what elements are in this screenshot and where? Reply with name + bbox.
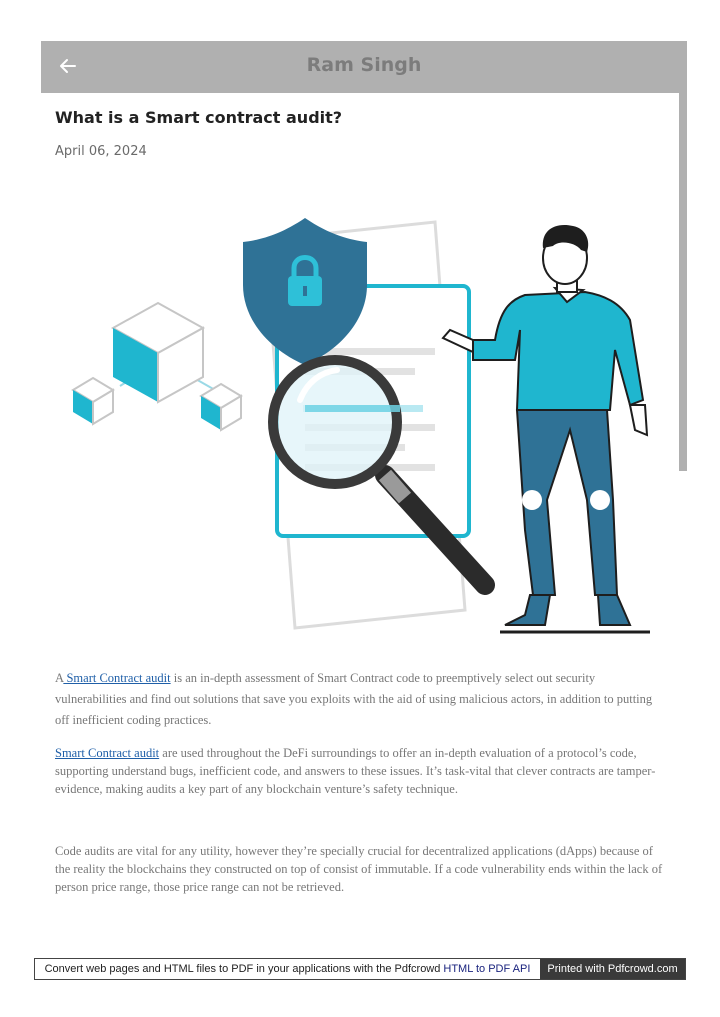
smart-contract-audit-link-2[interactable]: Smart Contract audit (55, 746, 160, 760)
scrollbar[interactable] (679, 93, 687, 471)
app-bar-title: Ram Singh (306, 54, 422, 76)
app-bar (41, 41, 687, 93)
smart-contract-audit-link[interactable]: Smart Contract audit (63, 671, 171, 685)
post-date: April 06, 2024 (55, 144, 147, 159)
cube-icon (73, 303, 241, 430)
footer-text: Convert web pages and HTML files to PDF in your applications with the Pdfcrowd (44, 963, 441, 975)
post-title: What is a Smart contract audit? (55, 108, 343, 127)
code-audits-paragraph: Code audits are vital for any utility, however they’re specially crucial for decentralized applications (dApps) because of the reality the blockchains they constructed on top of consist of immutable. If a code vulnerability ends within the lack of person price range, those price range can not be retrieved. (55, 844, 663, 894)
footer-message (35, 959, 540, 979)
intro-text-start: A (55, 671, 64, 685)
intro-text-rest: is an in-depth assessment of Smart Contract code to preemptively select out security vulnerabilities and find out solutions that save you exploits with the aid of using malicious actors, in addition to putting off inefficient coding practices. (55, 671, 653, 727)
printed-with-badge[interactable]: Printed with Pdfcrowd.com (540, 959, 685, 979)
html-to-pdf-api-link[interactable]: HTML to PDF API (443, 963, 531, 975)
defi-text: are used throughout the DeFi surroundings to offer an in-depth evaluation of a protocol’s code, supporting understand bugs, inefficient code, and answers to these issues. It’s task-vital that clever contracts are tamper-evidence, making audits a key part of any blockchain venture’s safety technique. (55, 746, 656, 796)
intro-paragraph (55, 668, 665, 731)
defi-paragraph (55, 744, 665, 798)
hero-illustration (55, 200, 675, 650)
pdfcrowd-footer (34, 958, 686, 980)
